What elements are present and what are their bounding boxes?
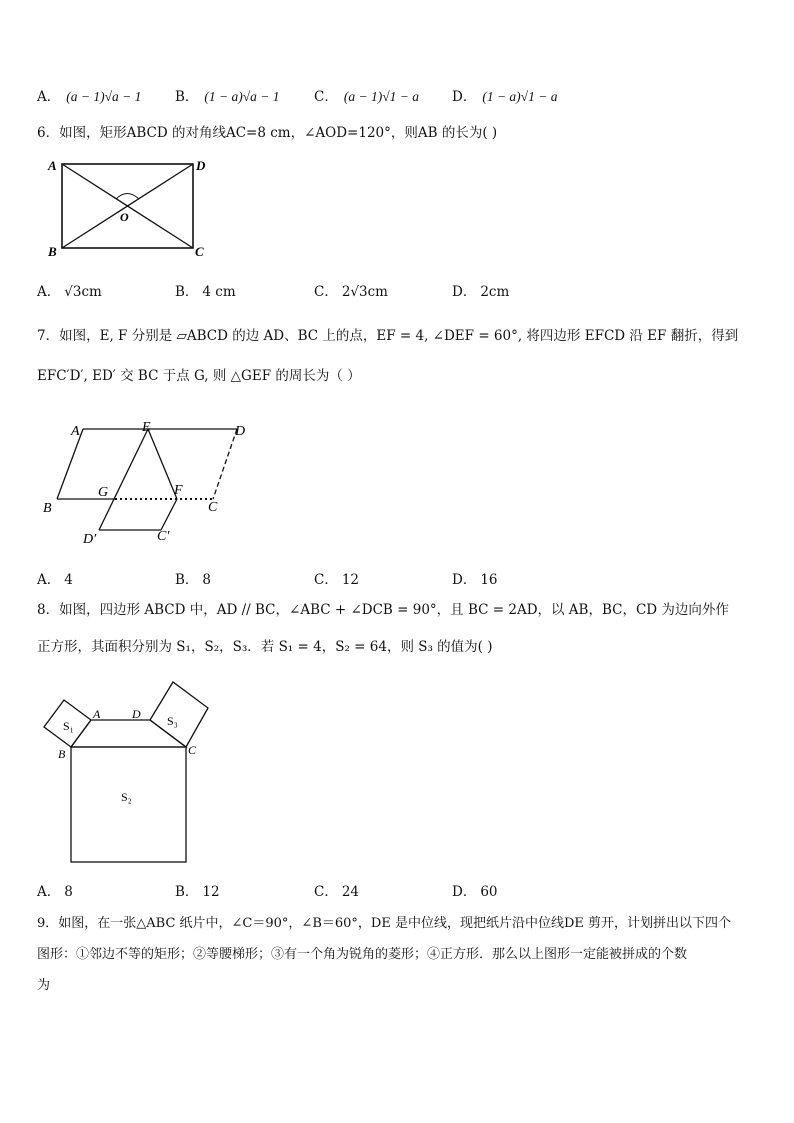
q6-stem: 6．如图，矩形ABCD 的对角线AC=8 cm，∠AOD=120°，则AB 的长为( ) — [37, 125, 498, 141]
q8-label-s3: S₃ — [167, 714, 178, 728]
q6-label-d: D — [196, 158, 206, 173]
q8-label-b: B — [58, 747, 66, 761]
q8-label-s2: S₂ — [121, 790, 132, 804]
q6-label-o: O — [120, 210, 129, 224]
q7-label-g: G — [98, 485, 109, 500]
q8-label-s1: S₁ — [63, 719, 74, 733]
q8-label-d: D — [132, 707, 141, 721]
q7-option-a[interactable]: A． 4 — [37, 572, 73, 588]
q8-label-c: C — [188, 743, 197, 757]
q8-option-a[interactable]: A． 8 — [37, 884, 73, 900]
q6-label-c: C — [195, 244, 204, 259]
q6-figure — [40, 150, 220, 262]
q8-stem-line1: 8．如图，四边形 ABCD 中，AD // BC，∠ABC + ∠DCB = 90°，且 BC = 2AD，以 AB，BC，CD 为边向外作 — [37, 602, 729, 618]
q8-label-a: A — [93, 707, 101, 721]
q6-option-b[interactable]: B． 4 cm — [175, 284, 236, 300]
q7-option-c[interactable]: C． 12 — [314, 572, 360, 588]
q8-stem-line2: 正方形，其面积分别为 S₁，S₂，S₃．若 S₁ = 4，S₂ = 64，则 S₃ 的值为( ) — [37, 639, 493, 655]
q7-figure — [35, 415, 265, 550]
q9-stem-line3: 为 — [37, 978, 51, 993]
q9-stem-line1: 9．如图，在一张△ABC 纸片中，∠C＝90°，∠B＝60°，DE 是中位线，现把纸片沿中位线DE 剪开，计划拼出以下四个 — [37, 916, 732, 931]
q6-label-a: A — [48, 158, 57, 173]
q7-stem-line1: 7．如图，E, F 分别是 ▱ABCD 的边 AD、BC 上的点，EF = 4, ∠DEF = 60°, 将四边形 EFCD 沿 EF 翻折，得到 — [37, 328, 739, 344]
q7-label-b: B — [43, 501, 52, 516]
q5-option-b[interactable]: B． (1 − a)√a − 1 — [175, 89, 280, 105]
q7-option-b[interactable]: B． 8 — [175, 572, 212, 588]
q9-stem-line2: 图形：①邻边不等的矩形；②等腰梯形；③有一个角为锐角的菱形；④正方形．那么以上图形一定能被拼成的个数 — [37, 947, 688, 962]
q6-option-a[interactable]: A． √3cm — [37, 284, 102, 300]
q7-label-a: A — [71, 424, 80, 439]
q8-figure — [35, 675, 220, 870]
q5-option-a[interactable]: A． (a − 1)√a − 1 — [37, 89, 142, 105]
q7-stem-line2: EFC′D′, ED′ 交 BC 于点 G, 则 △GEF 的周长为（ ） — [37, 368, 361, 384]
q5-option-d[interactable]: D． (1 − a)√1 − a — [452, 89, 558, 105]
q6-option-c[interactable]: C． 2√3cm — [314, 284, 388, 300]
q7-label-c-prime: C′ — [157, 529, 170, 544]
q8-option-b[interactable]: B． 12 — [175, 884, 220, 900]
q7-label-f: F — [174, 483, 183, 498]
q6-label-b: B — [48, 244, 57, 259]
q7-option-d[interactable]: D． 16 — [452, 572, 498, 588]
q7-label-d-prime: D′ — [83, 532, 97, 547]
q8-option-c[interactable]: C． 24 — [314, 884, 360, 900]
q7-label-e: E — [142, 420, 151, 435]
q8-option-d[interactable]: D． 60 — [452, 884, 498, 900]
q5-option-c[interactable]: C． (a − 1)√1 − a — [314, 89, 419, 105]
q7-label-c: C — [208, 500, 218, 515]
q6-option-d[interactable]: D． 2cm — [452, 284, 510, 300]
q7-label-d: D — [235, 424, 246, 439]
